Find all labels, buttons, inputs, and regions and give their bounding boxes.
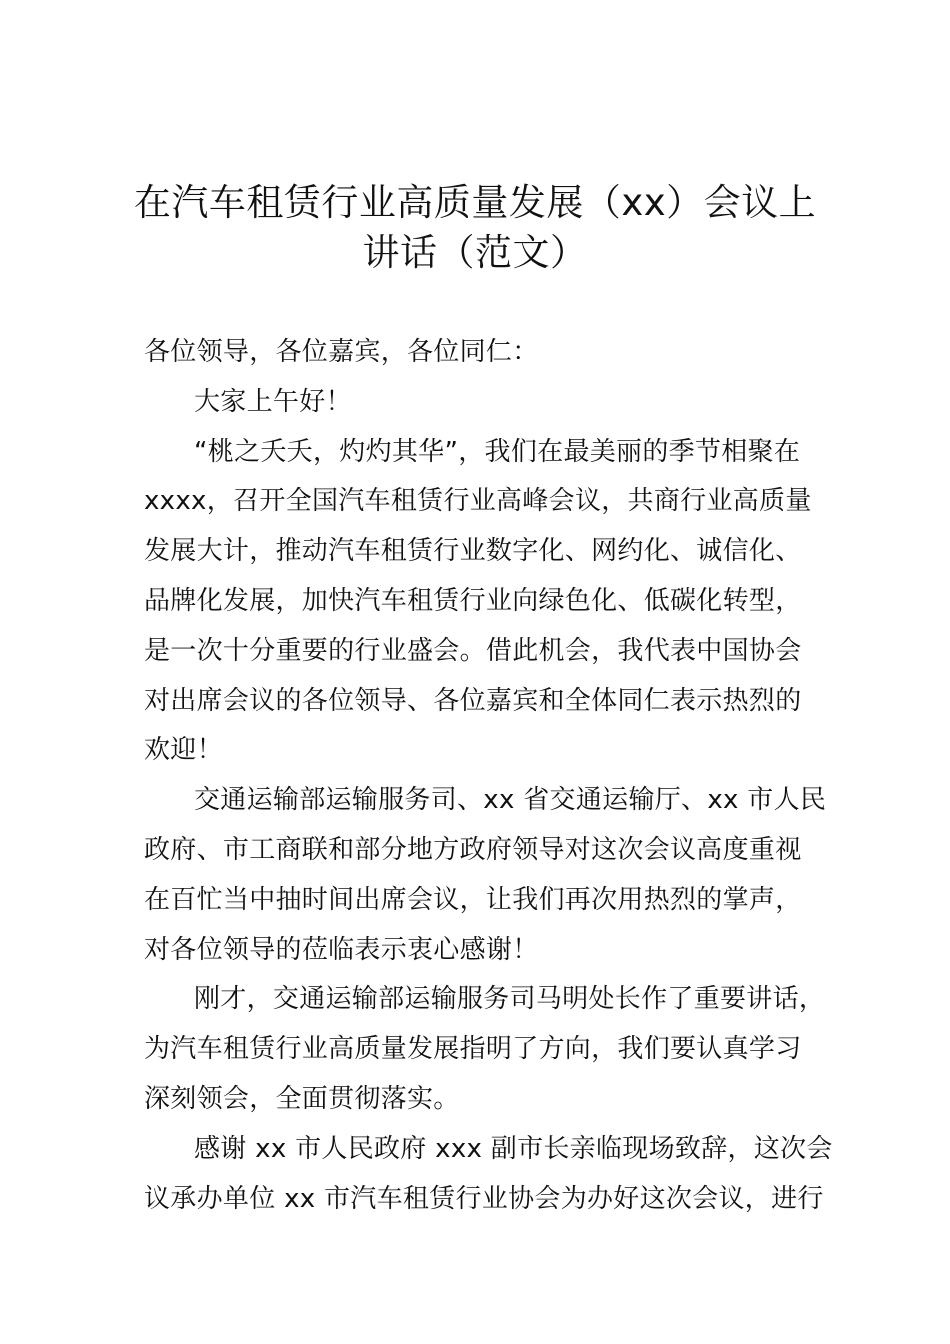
paragraph-line: 是一次十分重要的行业盛会。借此机会，我代表中国协会	[144, 635, 802, 666]
paragraph-line: 议承办单位 xx 市汽车租赁行业协会为办好这次会议，进行	[144, 1183, 824, 1214]
paragraph-line: 在百忙当中抽时间出席会议，让我们再次用热烈的掌声，	[144, 884, 802, 915]
paragraph-line: 为汽车租赁行业高质量发展指明了方向，我们要认真学习	[144, 1034, 802, 1065]
paragraph-line: 刚才，交通运输部运输服务司马明处长作了重要讲话，	[194, 984, 826, 1015]
paragraph-line: 发展大计，推动汽车租赁行业数字化、网约化、诚信化、	[144, 536, 802, 567]
paragraph-line: 欢迎！	[144, 735, 223, 766]
paragraph-line: 品牌化发展，加快汽车租赁行业向绿色化、低碳化转型，	[144, 585, 802, 616]
paragraph-line: “桃之夭夭，灼灼其华”，我们在最美丽的季节相聚在	[194, 436, 801, 467]
title-line: 讲话（范文）	[362, 231, 588, 274]
document-title	[120, 178, 830, 278]
paragraph-line: 深刻领会，全面贯彻落实。	[144, 1083, 460, 1114]
paragraph-line: 感谢 xx 市人民政府 xxx 副市长亲临现场致辞，这次会	[194, 1133, 833, 1164]
greeting-line: 大家上午好！	[194, 386, 352, 417]
document-body	[144, 328, 834, 1224]
paragraph-line: 对出席会议的各位领导、各位嘉宾和全体同仁表示热烈的	[144, 685, 802, 716]
salutation-line: 各位领导，各位嘉宾，各位同仁：	[144, 337, 539, 367]
paragraph-line: 交通运输部运输服务司、xx 省交通运输厅、xx 市人民	[194, 785, 827, 816]
paragraph-line: xxxx，召开全国汽车租赁行业高峰会议，共商行业高质量	[144, 486, 812, 517]
title-line: 在汽车租赁行业高质量发展（xx）会议上	[133, 181, 817, 224]
paragraph-line: 对各位领导的莅临表示衷心感谢！	[144, 934, 539, 965]
paragraph-line: 政府、市工商联和部分地方政府领导对这次会议高度重视	[144, 834, 802, 865]
